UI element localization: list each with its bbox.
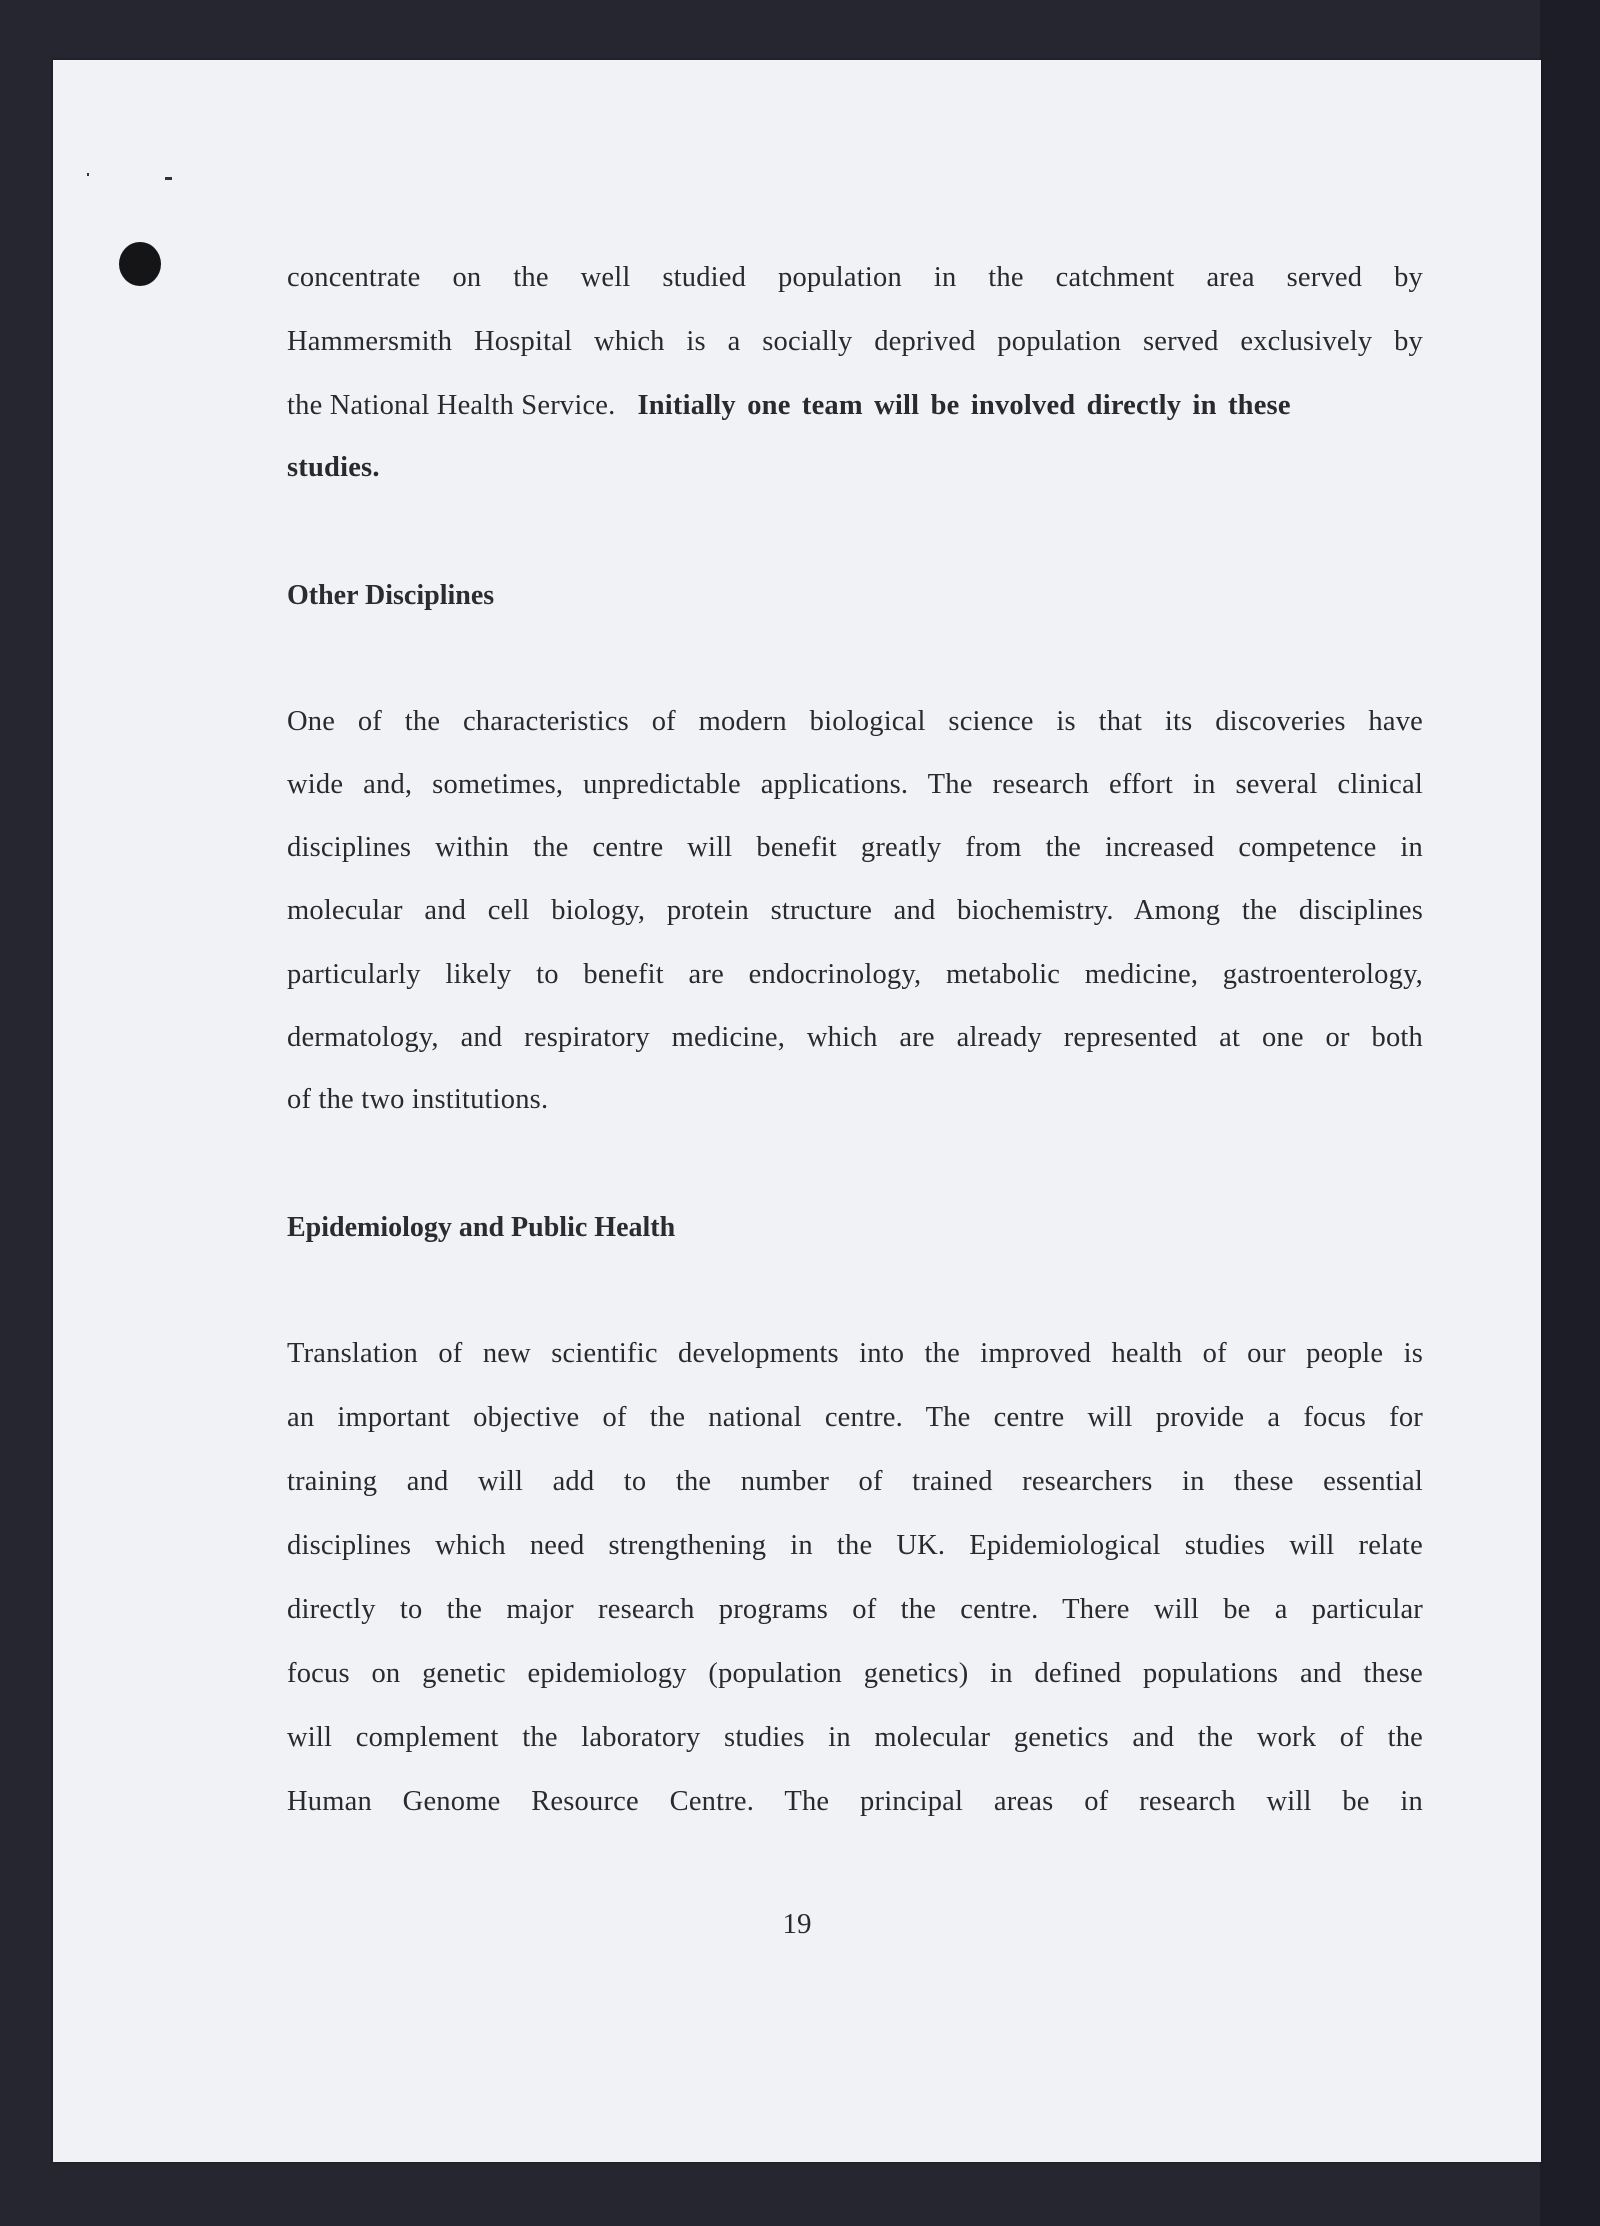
text-line: studies. (287, 452, 380, 483)
text-line: concentrate on the well studied population in the catchment area served by (287, 262, 1423, 293)
text-normal: the National Health Service. (287, 390, 616, 421)
text-line: Hammersmith Hospital which is a socially deprived population served exclusively by (287, 326, 1423, 357)
text-line: molecular and cell biology, protein structure and biochemistry. Among the disciplines (287, 895, 1423, 926)
text-line: training and will add to the number of trained researchers in these essential (287, 1466, 1423, 1497)
section-heading: Epidemiology and Public Health (287, 1212, 676, 1243)
text-line: Human Genome Resource Centre. The principal areas of research will be in (287, 1786, 1423, 1817)
text-line: of the two institutions. (287, 1084, 549, 1115)
text-line: an important objective of the national centre. The centre will provide a focus for (287, 1402, 1423, 1433)
text-line (287, 390, 1423, 422)
punch-hole (119, 242, 161, 286)
text-line: disciplines within the centre will benefit greatly from the increased competence in (287, 832, 1423, 863)
scan-speck (87, 173, 89, 176)
text-line: will complement the laboratory studies in molecular genetics and the work of the (287, 1722, 1423, 1753)
text-line: Translation of new scientific developments into the improved health of our people is (287, 1338, 1423, 1369)
text-line: focus on genetic epidemiology (population genetics) in defined populations and these (287, 1658, 1423, 1689)
text-line: disciplines which need strengthening in the UK. Epidemiological studies will relate (287, 1530, 1423, 1561)
page-number: 19 (782, 1908, 812, 1940)
text-line: dermatology, and respiratory medicine, which are already represented at one or both (287, 1022, 1423, 1053)
text-line: directly to the major research programs of the centre. There will be a particular (287, 1594, 1423, 1625)
text-line: One of the characteristics of modern biological science is that its discoveries have (287, 706, 1423, 737)
section-heading: Other Disciplines (287, 580, 495, 611)
text-bold: Initially one team will be involved directly in these (637, 390, 1291, 421)
scan-speck (165, 177, 172, 180)
document-page (53, 60, 1541, 2162)
scanner-backdrop (1540, 0, 1600, 2226)
text-line: particularly likely to benefit are endocrinology, metabolic medicine, gastroenterology, (287, 959, 1423, 990)
text-line: wide and, sometimes, unpredictable applications. The research effort in several clinical (287, 769, 1423, 800)
